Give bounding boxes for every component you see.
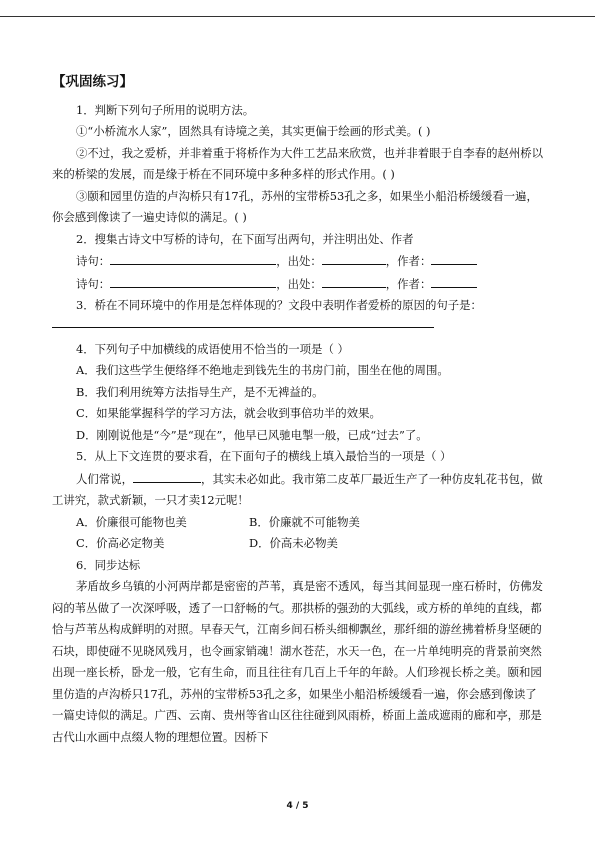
verse-label: 诗句： bbox=[76, 254, 111, 268]
section-title: 【巩固练习】 bbox=[52, 74, 133, 90]
question-3-stem: 3．桥在不同环境中的作用是怎样体现的？文段中表明作者爱桥的原因的句子是： bbox=[76, 298, 482, 312]
page-number: 4 / 5 bbox=[286, 801, 309, 811]
question-4-option-a: A．我们这些学生便络绎不绝地走到钱先生的书房门前，围坐在他的周围。 bbox=[76, 363, 449, 377]
source-blank[interactable] bbox=[322, 250, 386, 265]
author-label: ，作者： bbox=[385, 276, 432, 291]
question-2-stem: 2．搜集古诗文中写桥的诗句，在下面写出两句，并注明出处、作者 bbox=[76, 231, 414, 246]
question-4-option-c: C．如果能掌握科学的学习方法，就会收到事倍功半的效果。 bbox=[76, 406, 381, 420]
question-1-item-2: ②不过，我之爱桥，并非着重于将桥作为大件工艺品来欣赏，也并非着眼于自李春的赵州桥以来的桥梁的发展，而是缘于桥在不同环境中多种多样的形式作用。( ) bbox=[52, 145, 544, 181]
question-6-stem: 6．同步达标 bbox=[76, 557, 141, 572]
question-5-passage bbox=[52, 468, 545, 512]
question-5-option-d: D．价高未必物美 bbox=[249, 536, 338, 550]
question-6-passage: 茅盾故乡乌镇的小河两岸都是密密的芦苇，真是密不透风，每当其间显现一座石桥时，仿佛发闷的苇丛做了一次深呼吸，透了一口舒畅的气。那拱桥的强劲的大弧线，或方桥的单纯的直线，都恰与芦苇丛构成鲜明的对照。早春天气，江南乡间石桥头细柳飘丝，那纤细的游丝拂着桥身坚硬的石块，即使碰不见晓风残月，也令画家销魂！湖水苍茫，水天一色，在一片单纯明亮的背景前突然出现一座长桥，卧龙一般，它有生命，而且往往有几百上千年的年龄。人们珍视长桥之美。颐和园里仿造的卢沟桥只17孔，苏州的宝带桥53孔之多，如果坐小船沿桥缓缓看一遍，你会感到像读了一篇史诗似的满足。广西、云南、贵州等省山区往往碰到风雨桥，桥面上盖成遮雨的廊和亭，那是古代山水画中点缀人物的理想位置。因桥下 bbox=[52, 579, 544, 744]
passage-blank[interactable] bbox=[133, 468, 201, 483]
question-1-item-1: ①“小桥流水人家”，固然具有诗境之美，其实更偏于绘画的形式美。( ) bbox=[76, 124, 431, 138]
question-3-answer-line[interactable] bbox=[52, 317, 434, 328]
source-label: ，出处： bbox=[276, 276, 322, 291]
passage-rest: ，其实未必如此。我市第二皮革厂最近生产了一种仿皮轧花书包，做工讲究，款式新颖，一只才卖12元呢！ bbox=[52, 471, 543, 507]
question-4-stem: 4．下列句子中加横线的成语使用不恰当的一项是（ ） bbox=[76, 341, 349, 356]
author-blank[interactable] bbox=[431, 273, 477, 288]
question-1-item-3: ③颐和园里仿造的卢沟桥只有17孔，苏州的宝带桥53孔之多，如果坐小船沿桥缓缓看一遍，你会感到像读了一遍史诗似的满足。( ) bbox=[52, 188, 538, 224]
question-5-options-row-1 bbox=[52, 512, 545, 534]
question-5-option-a: A．价廉很可能物也美 bbox=[76, 514, 187, 529]
question-5-option-c: C．价高必定物美 bbox=[76, 536, 165, 550]
question-5-options-row-2 bbox=[52, 533, 545, 555]
question-5-option-b: B．价廉就不可能物美 bbox=[249, 514, 360, 529]
author-blank[interactable] bbox=[431, 250, 477, 265]
verse-blank[interactable] bbox=[110, 273, 276, 288]
passage-start: 人们常说， bbox=[76, 471, 133, 486]
question-2-line-1 bbox=[52, 250, 545, 273]
question-1-stem: 1．判断下列句子所用的说明方法。 bbox=[76, 102, 255, 117]
author-label: ，作者： bbox=[385, 254, 432, 268]
verse-blank[interactable] bbox=[110, 250, 276, 265]
source-blank[interactable] bbox=[322, 273, 386, 288]
verse-label: 诗句： bbox=[76, 276, 111, 291]
question-4-option-b: B．我们利用统筹方法指导生产，是不无裨益的。 bbox=[76, 384, 324, 399]
question-4-option-d: D．刚刚说他是“今”是“现在”，他早已风驰电掣一般，已成“过去”了。 bbox=[76, 427, 428, 442]
question-5-stem: 5．从上下文连贯的要求看，在下面句子的横线上填入最恰当的一项是（ ） bbox=[76, 449, 452, 463]
worksheet-page bbox=[52, 72, 545, 748]
source-label: ，出处： bbox=[276, 254, 322, 268]
header-rule bbox=[0, 16, 595, 17]
question-2-line-2 bbox=[52, 273, 545, 296]
